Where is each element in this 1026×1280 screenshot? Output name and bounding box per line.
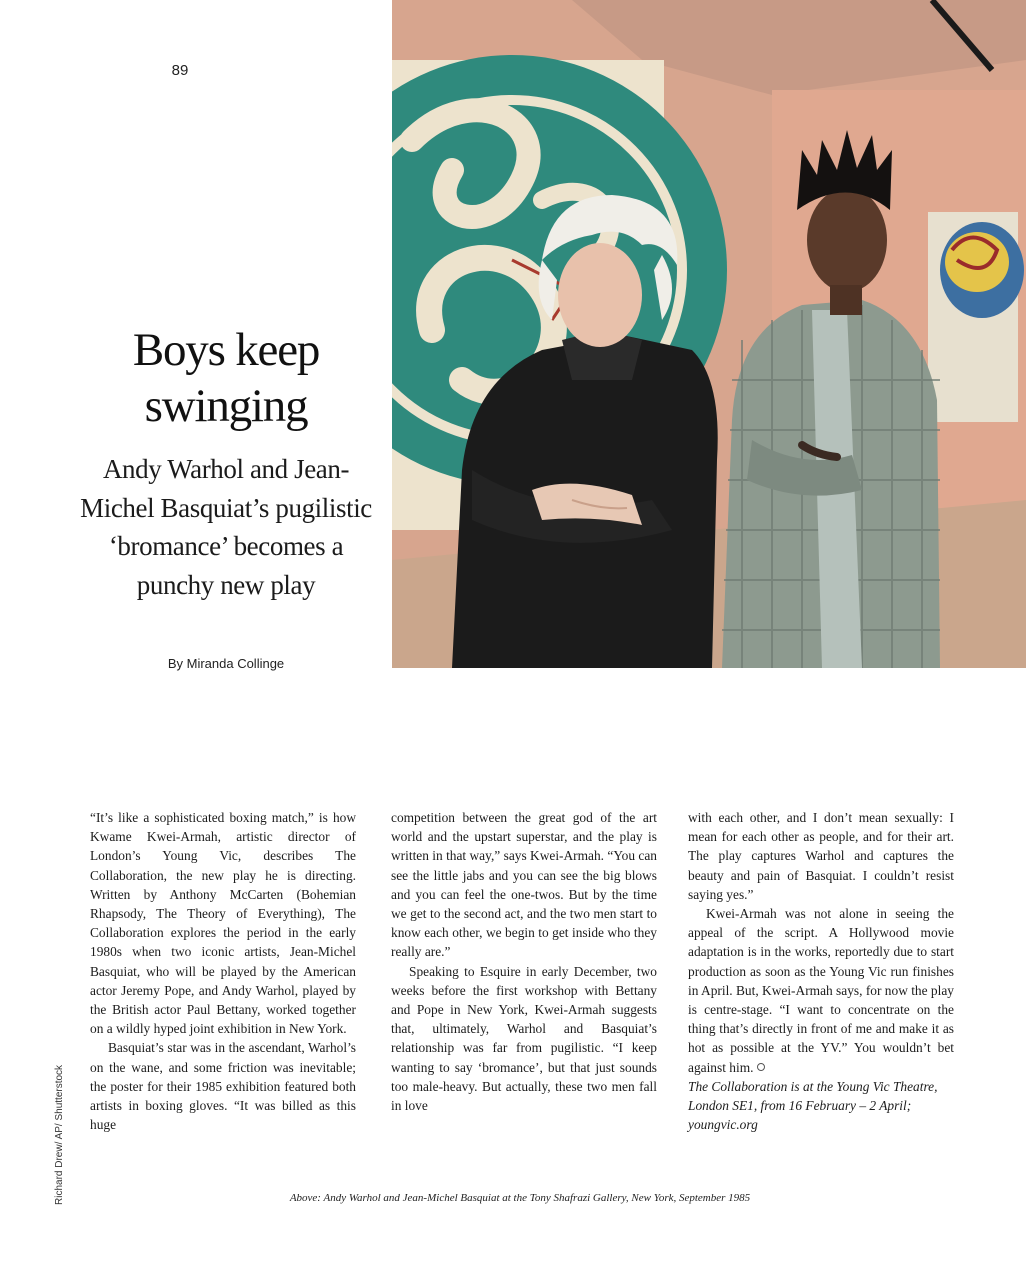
standfirst: Andy Warhol and Jean-Michel Basquiat’s pugilistic ‘bromance’ becomes a punchy new play	[80, 454, 372, 600]
photo-caption: Above: Andy Warhol and Jean-Michel Basquiat at the Tony Shafrazi Gallery, New York, September 1985	[289, 1192, 751, 1204]
paragraph: Speaking to Esquire in early December, two weeks before the first workshop with Bettany and Pope in New York, Kwei-Armah suggests that, ultimately, Warhol and Basquiat’s relationship was far from pugilistic. “I keep wanting to say ‘bromance’, but that just sounds too male-heavy. But actually, these two men fall in love	[391, 963, 657, 1114]
page-number: 89	[171, 62, 189, 79]
paragraph: competition between the great god of the art world and the upstart superstar, and the play is written in that way,” says Kwei-Armah. “You can see the little jabs and you can see the big blows and you can feel the one-twos. But by the time we get to the second act, and the two men start to know each other, we begin to get inside who they really are.”	[391, 810, 657, 960]
paragraph: Basquiat’s star was in the ascendant, Warhol’s on the wane, and some friction was inevitable; the poster for their 1985 exhibition featured both artists in boxing gloves. “It was billed as this huge	[90, 1040, 356, 1133]
hero-photo	[392, 0, 1026, 668]
headline: Boys keep swinging	[132, 324, 320, 432]
paragraph: with each other, and I don’t mean sexually: I mean for each other as people, and for their art. The play captures Warhol and captures the beauty and pain of Basquiat. I couldn’t resist saying yes.”	[688, 810, 954, 902]
photo-credit: Richard Drew/ AP/ Shutterstock	[54, 1064, 65, 1205]
end-mark-icon	[757, 1063, 765, 1071]
production-info: The Collaboration is at the Young Vic Theatre, London SE1, from 16 February – 2 April; youngvic.org	[688, 1078, 938, 1133]
body-column-3	[688, 808, 954, 1134]
paragraph-with-end-mark	[688, 904, 954, 1077]
photo-illustration	[392, 0, 1026, 668]
body-column-1	[90, 808, 356, 1134]
body-column-2	[391, 808, 657, 1115]
byline: By Miranda Collinge	[167, 656, 285, 671]
paragraph: “It’s like a sophisticated boxing match,” is how Kwame Kwei-Armah, artistic director of London’s Young Vic, describes The Collaboration, the new play he is directing. Written by Anthony McCarten (Bohemian Rhapsody, The Theory of Everything), The Collaboration explores the period in the early 1980s when two iconic artists, Jean-Michel Basquiat, who will be played by the American actor Jeremy Pope, and Andy Warhol, played by the British actor Paul Bettany, worked together on a wildly hyped joint exhibition in New York.	[90, 810, 356, 1037]
paragraph-text: Kwei-Armah was not alone in seeing the appeal of the script. A Hollywood movie adaptation is in the works, reportedly due to start production as soon as the Young Vic run finishes in April. But, Kwei-Armah says, for now the play is centre-stage. “I want to concentrate on the thing that’s directly in front of me and make it as hot as possible at the YV.” You wouldn’t bet against him.	[688, 906, 954, 1075]
